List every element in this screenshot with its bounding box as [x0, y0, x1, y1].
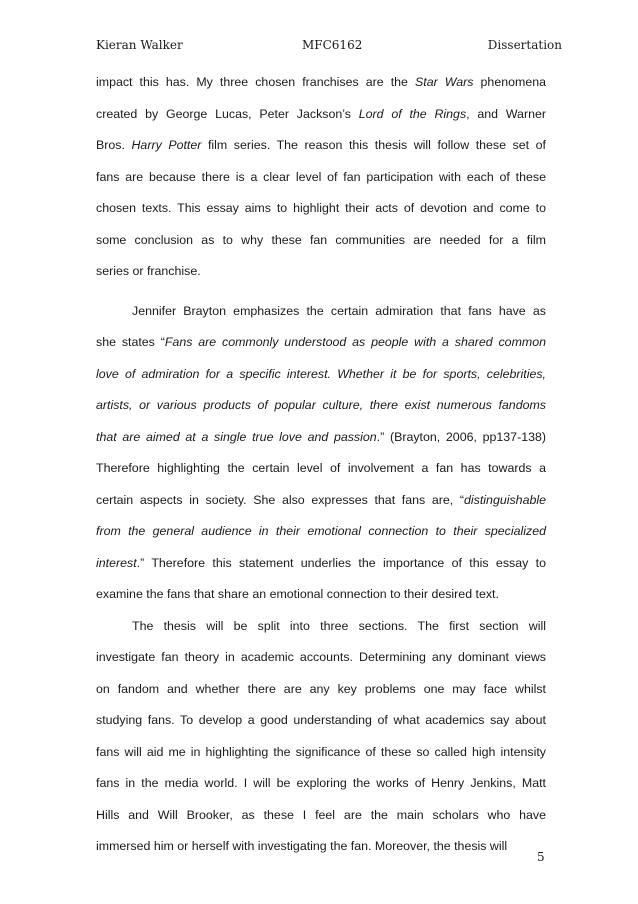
- text-line: [96, 359, 546, 391]
- text-line: [96, 130, 546, 162]
- text-segment: , and Warner: [466, 106, 546, 121]
- text-line: [96, 422, 546, 454]
- text-line: [96, 67, 546, 99]
- text-line: [96, 548, 546, 580]
- text-segment: film series. The reason this thesis will follow these set of: [201, 138, 546, 152]
- header-author: Kieran Walker: [96, 38, 183, 52]
- text-line: [96, 831, 546, 863]
- document-body: [96, 67, 546, 863]
- text-line: [96, 225, 546, 257]
- text-segment: examine the fans that share an emotional connection to their desired text.: [96, 587, 499, 601]
- text-segment: .” Therefore this statement underlies the importance of this essay to: [136, 555, 546, 570]
- text-line: [96, 390, 546, 422]
- text-segment: investigate fan theory in academic accounts. Determining any dominant views: [96, 650, 546, 664]
- text-line: [96, 737, 546, 769]
- paragraph: [96, 67, 546, 288]
- italic-text: distinguishable: [464, 492, 546, 507]
- italic-text: that are aimed at a single true love and passion: [96, 429, 377, 444]
- text-segment: fans will aid me in highlighting the significance of these so called high intensity: [96, 744, 546, 759]
- paragraph: [96, 611, 546, 863]
- italic-text: love of admiration for a specific interest. Whether it be for sports, celebrities,: [96, 366, 546, 381]
- italic-text: Lord of the Rings: [358, 106, 467, 121]
- text-line: [96, 296, 546, 328]
- text-line: [96, 705, 546, 737]
- text-segment: chosen texts. This essay aims to highlight their acts of devotion and come to: [96, 201, 546, 215]
- text-segment: she states “: [96, 335, 165, 349]
- text-line: [96, 453, 546, 485]
- text-segment: Hills and Will Brooker, as these I feel are the main scholars who have: [96, 807, 546, 822]
- text-line: [96, 516, 546, 548]
- text-line: [96, 99, 546, 131]
- italic-text: artists, or various products of popular culture, there exist numerous fandoms: [96, 398, 546, 412]
- text-segment: Jennifer Brayton emphasizes the certain admiration that fans have as: [132, 303, 546, 318]
- text-segment: fans are because there is a clear level of fan participation with each of these: [96, 169, 546, 184]
- italic-text: from the general audience in their emotional connection to their specialized: [96, 524, 546, 538]
- text-line: [96, 674, 546, 706]
- text-segment: .” (Brayton, 2006, pp137-138): [376, 429, 546, 444]
- text-line: [96, 162, 546, 194]
- page-header: [96, 38, 562, 58]
- text-line: [96, 768, 546, 800]
- paragraph: [96, 296, 546, 611]
- italic-text: Harry Potter: [131, 138, 202, 152]
- text-segment: immersed him or herself with investigating the fan. Moreover, the thesis will: [96, 839, 508, 853]
- text-line: [96, 579, 546, 611]
- text-segment: phenomena: [473, 75, 546, 89]
- text-line: [96, 193, 546, 225]
- text-segment: studying fans. To develop a good understanding of what academics say about: [96, 713, 546, 727]
- text-segment: created by George Lucas, Peter Jackson’s: [96, 106, 359, 121]
- text-line: [96, 485, 546, 517]
- text-segment: The thesis will be split into three sections. The first section will: [132, 618, 546, 633]
- header-course-code: MFC6162: [302, 38, 363, 52]
- text-segment: fans in the media world. I will be exploring the works of Henry Jenkins, Matt: [96, 776, 546, 790]
- header-document-type: Dissertation: [487, 38, 562, 52]
- text-line: [96, 327, 546, 359]
- text-segment: some conclusion as to why these fan communities are needed for a film: [96, 232, 546, 247]
- text-segment: series or franchise.: [96, 264, 201, 278]
- paragraph-spacer: [96, 288, 546, 296]
- text-segment: Therefore highlighting the certain level of involvement a fan has towards a: [96, 461, 546, 475]
- page-number: 5: [537, 850, 545, 864]
- italic-text: interest: [96, 555, 137, 570]
- text-line: [96, 256, 546, 288]
- text-line: [96, 800, 546, 832]
- text-line: [96, 642, 546, 674]
- italic-text: Fans are commonly understood as people with a shared common: [164, 335, 546, 349]
- text-segment: on fandom and whether there are any key problems one may face whilst: [96, 681, 546, 696]
- text-segment: certain aspects in society. She also expresses that fans are, “: [96, 492, 465, 507]
- text-segment: impact this has. My three chosen franchises are the: [96, 75, 416, 89]
- text-segment: Bros.: [96, 138, 132, 152]
- italic-text: Star Wars: [415, 75, 474, 89]
- text-line: [96, 611, 546, 643]
